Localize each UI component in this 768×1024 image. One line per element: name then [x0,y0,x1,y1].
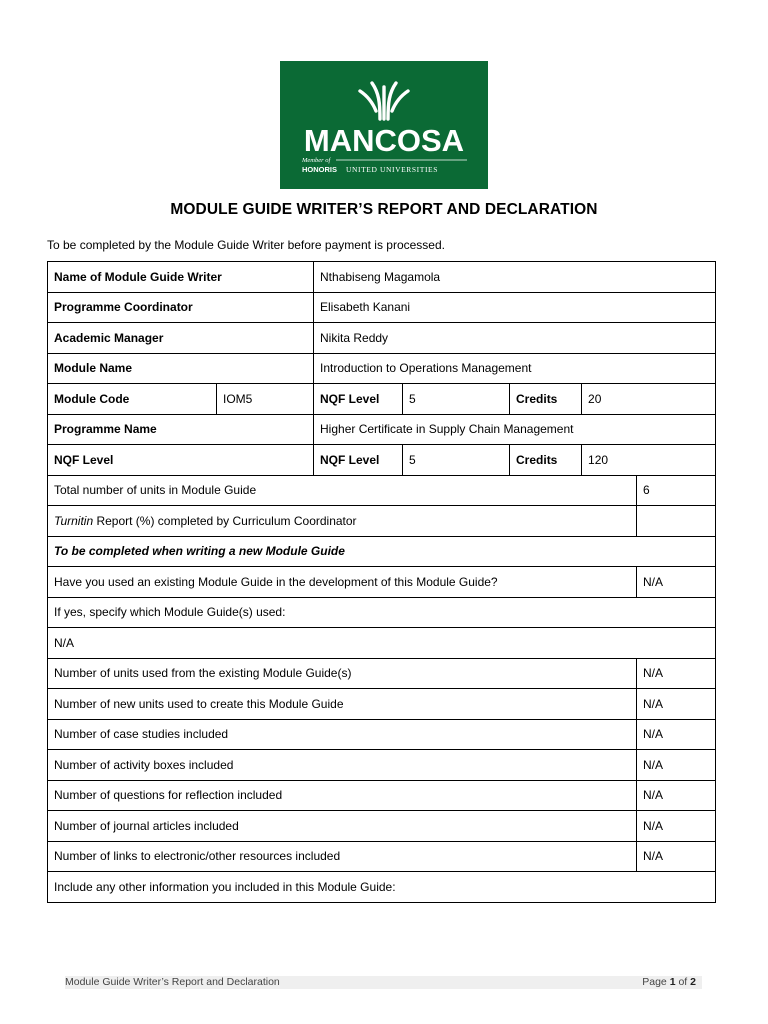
row-specify-value [48,628,716,659]
turnitin-rest: Report (%) completed by Curriculum Coordinator [93,513,357,528]
table-row [48,811,716,842]
programme-name-label: Programme Name [48,414,314,445]
table-row [48,658,716,689]
row-label: Number of links to electronic/other resources included [48,841,637,872]
row-label: Number of case studies included [48,719,637,750]
specify-value: N/A [48,628,716,659]
row-label: Number of new units used to create this Module Guide [48,689,637,720]
logo-wordmark: MANCOSA [303,123,465,158]
manager-value: Nikita Reddy [314,323,716,354]
page-title: MODULE GUIDE WRITER’S REPORT AND DECLARATION [170,201,598,218]
footer-page-total: 2 [690,976,696,988]
table-row [48,750,716,781]
table-row [48,719,716,750]
new-guide-heading: To be completed when writing a new Module Guide [48,536,716,567]
row-writer [48,262,716,293]
row-module-name [48,353,716,384]
module-guide-form-table [47,261,716,903]
row-programme-name [48,414,716,445]
logo-united-universities: UNITED UNIVERSITIES [346,165,439,174]
row-value: N/A [637,780,716,811]
row-value: N/A [637,689,716,720]
row-module-code [48,384,716,415]
row-other-info [48,872,716,903]
row-label: Number of journal articles included [48,811,637,842]
row-existing-guide [48,567,716,598]
existing-guide-value: N/A [637,567,716,598]
footer-document-title: Module Guide Writer’s Report and Declaration [65,976,280,988]
programme-nqf-row-label: NQF Level [48,445,314,476]
writer-value: Nthabiseng Magamola [314,262,716,293]
row-label: Number of activity boxes included [48,750,637,781]
coordinator-value: Elisabeth Kanani [314,292,716,323]
row-turnitin [48,506,716,537]
other-info-label: Include any other information you included in this Module Guide: [48,872,716,903]
row-value: N/A [637,841,716,872]
row-new-guide-heading [48,536,716,567]
row-value: N/A [637,658,716,689]
row-value: N/A [637,811,716,842]
row-total-units [48,475,716,506]
footer-page-number [642,976,696,988]
logo-honoris: HONORIS [302,165,338,174]
mancosa-logo-graphic [280,61,488,189]
row-programme-nqf [48,445,716,476]
total-units-value: 6 [637,475,716,506]
total-units-label: Total number of units in Module Guide [48,475,637,506]
table-row [48,780,716,811]
specify-label: If yes, specify which Module Guide(s) used: [48,597,716,628]
programme-name-value: Higher Certificate in Supply Chain Management [314,414,716,445]
row-label: Number of units used from the existing Module Guide(s) [48,658,637,689]
existing-guide-label: Have you used an existing Module Guide in the development of this Module Guide? [48,567,637,598]
manager-label: Academic Manager [48,323,314,354]
turnitin-label [48,506,637,537]
module-code-value: IOM5 [217,384,314,415]
mancosa-logo [280,61,488,189]
footer-page-of: of [678,976,688,988]
programme-credits-value: 120 [582,445,716,476]
page-footer [65,976,702,989]
programme-nqf-value: 5 [403,445,510,476]
table-row [48,841,716,872]
module-name-value: Introduction to Operations Management [314,353,716,384]
footer-page-current: 1 [669,976,676,988]
coordinator-label: Programme Coordinator [48,292,314,323]
module-credits-value: 20 [582,384,716,415]
module-credits-label: Credits [510,384,582,415]
turnitin-word: Turnitin [54,513,94,528]
row-label: Number of questions for reflection included [48,780,637,811]
writer-label: Name of Module Guide Writer [48,262,314,293]
row-specify-label [48,597,716,628]
module-nqf-value: 5 [403,384,510,415]
row-value: N/A [637,750,716,781]
turnitin-value [637,506,716,537]
module-nqf-label: NQF Level [314,384,403,415]
row-manager [48,323,716,354]
module-name-label: Module Name [48,353,314,384]
intro-text: To be completed by the Module Guide Writer before payment is processed. [47,238,445,252]
table-row [48,689,716,720]
programme-credits-label: Credits [510,445,582,476]
programme-nqf-label: NQF Level [314,445,403,476]
module-code-label: Module Code [48,384,217,415]
row-coordinator [48,292,716,323]
logo-member-of: Member of [302,157,331,164]
row-value: N/A [637,719,716,750]
footer-page-word: Page [642,976,667,988]
